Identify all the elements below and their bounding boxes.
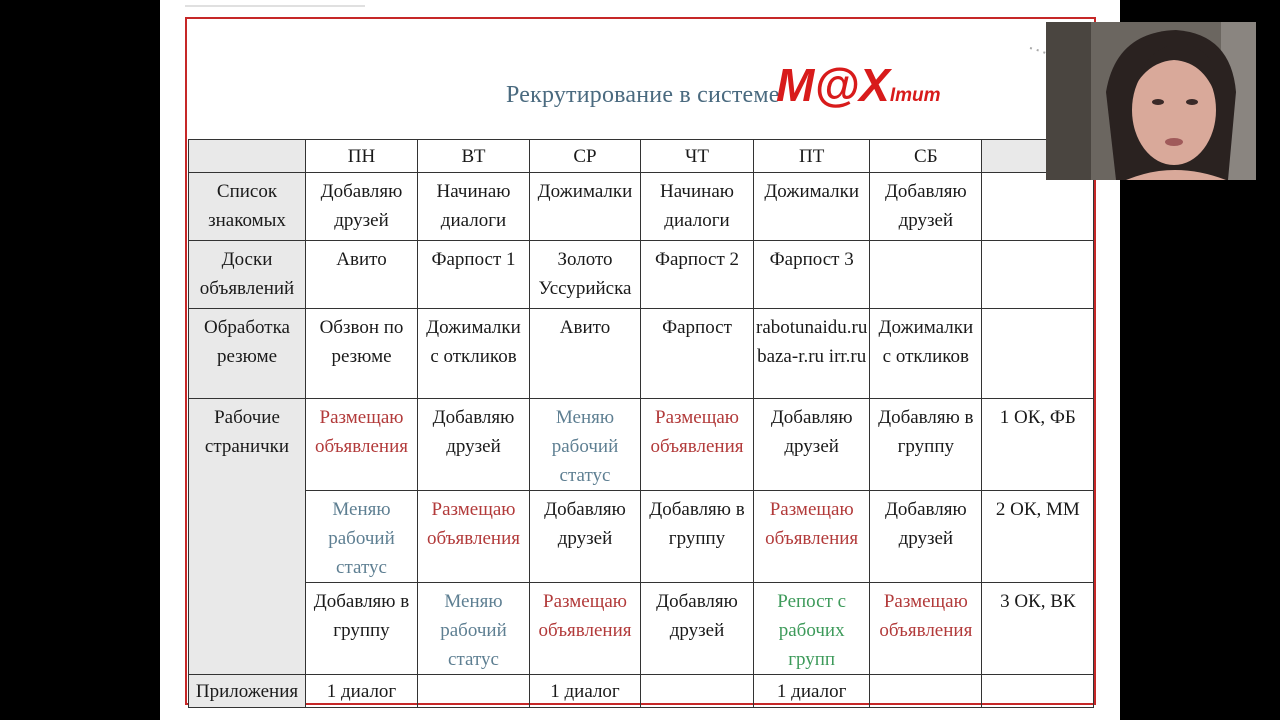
table-cell: Репост с рабочих групп — [754, 583, 870, 675]
table-cell: Добавляю друзей — [641, 583, 754, 675]
table-cell — [870, 241, 982, 309]
table-cell: Авито — [530, 309, 641, 399]
table-cell: Добавляю в группу — [306, 583, 418, 675]
header-cell-fri: ПТ — [754, 140, 870, 173]
table-cell: Меняю рабочий статус — [306, 491, 418, 583]
table-cell — [418, 675, 530, 708]
maximum-logo — [776, 59, 941, 119]
row-label: Список знакомых — [189, 173, 306, 241]
table-cell: Дожималки — [530, 173, 641, 241]
header-cell-sat: СБ — [870, 140, 982, 173]
header-cell — [189, 140, 306, 173]
table-cell: Размещаю объявления — [530, 583, 641, 675]
table-row — [189, 241, 1094, 309]
weekly-schedule-table — [188, 139, 1094, 708]
webcam-overlay — [1046, 22, 1256, 180]
table-header-row — [189, 140, 1094, 173]
table-cell: Размещаю объявления — [641, 399, 754, 491]
table-cell: Фарпост 3 — [754, 241, 870, 309]
table-cell: Добавляю друзей — [870, 491, 982, 583]
table-cell — [641, 675, 754, 708]
table-cell: Золото Уссурийска — [530, 241, 641, 309]
table-cell: 1 диалог — [530, 675, 641, 708]
slide-top-line — [185, 5, 365, 7]
table-cell: 3 ОК, ВК — [982, 583, 1094, 675]
row-label: Доски объявлений — [189, 241, 306, 309]
table-cell: Авито — [306, 241, 418, 309]
webcam-presenter-image — [1046, 22, 1256, 180]
table-cell: Размещаю объявления — [418, 491, 530, 583]
row-label: Приложения — [189, 675, 306, 708]
table-cell: Добавляю в группу — [641, 491, 754, 583]
table-cell — [982, 675, 1094, 708]
table-cell: 1 ОК, ФБ — [982, 399, 1094, 491]
header-cell-mon: ПН — [306, 140, 418, 173]
table-cell: 2 ОК, ММ — [982, 491, 1094, 583]
table-cell: 1 диалог — [754, 675, 870, 708]
table-cell: Размещаю объявления — [306, 399, 418, 491]
table-cell: Добавляю друзей — [306, 173, 418, 241]
table-cell: Дожималки с откликов — [418, 309, 530, 399]
table-row — [189, 173, 1094, 241]
row-label: Рабочие странички — [189, 399, 306, 675]
header-cell-thu: ЧТ — [641, 140, 754, 173]
table-cell: Обзвон по резюме — [306, 309, 418, 399]
table-cell: Фарпост — [641, 309, 754, 399]
table-cell — [982, 309, 1094, 399]
table-cell: Размещаю объявления — [870, 583, 982, 675]
table-cell: Добавляю в группу — [870, 399, 982, 491]
table-cell: rabotunaidu.ru baza-r.ru irr.ru — [754, 309, 870, 399]
table-cell: Фарпост 2 — [641, 241, 754, 309]
table-cell: Размещаю объявления — [754, 491, 870, 583]
table-cell: Добавляю друзей — [754, 399, 870, 491]
table-row — [189, 675, 1094, 708]
table-cell: Меняю рабочий статус — [418, 583, 530, 675]
table-cell: Фарпост 1 — [418, 241, 530, 309]
table-row — [189, 583, 1094, 675]
table-cell: Добавляю друзей — [418, 399, 530, 491]
table-row — [189, 399, 1094, 491]
table-cell: 1 диалог — [306, 675, 418, 708]
table-cell: Дожималки — [754, 173, 870, 241]
table-row — [189, 309, 1094, 399]
table-cell — [982, 173, 1094, 241]
header-cell-wed: СР — [530, 140, 641, 173]
table-cell: Добавляю друзей — [530, 491, 641, 583]
row-label: Обработка резюме — [189, 309, 306, 399]
table-cell: Начинаю диалоги — [418, 173, 530, 241]
slide-title: Рекрутирование в системе — [506, 82, 780, 108]
table-cell: Меняю рабочий статус — [530, 399, 641, 491]
table-cell: Дожималки с откликов — [870, 309, 982, 399]
table-row — [189, 491, 1094, 583]
table-cell: Начинаю диалоги — [641, 173, 754, 241]
logo-main-text: M@X — [776, 59, 890, 111]
header-cell-tue: ВТ — [418, 140, 530, 173]
table-cell — [982, 241, 1094, 309]
table-cell: Добавляю друзей — [870, 173, 982, 241]
logo-sub-text: Imum — [889, 85, 941, 106]
table-cell — [870, 675, 982, 708]
